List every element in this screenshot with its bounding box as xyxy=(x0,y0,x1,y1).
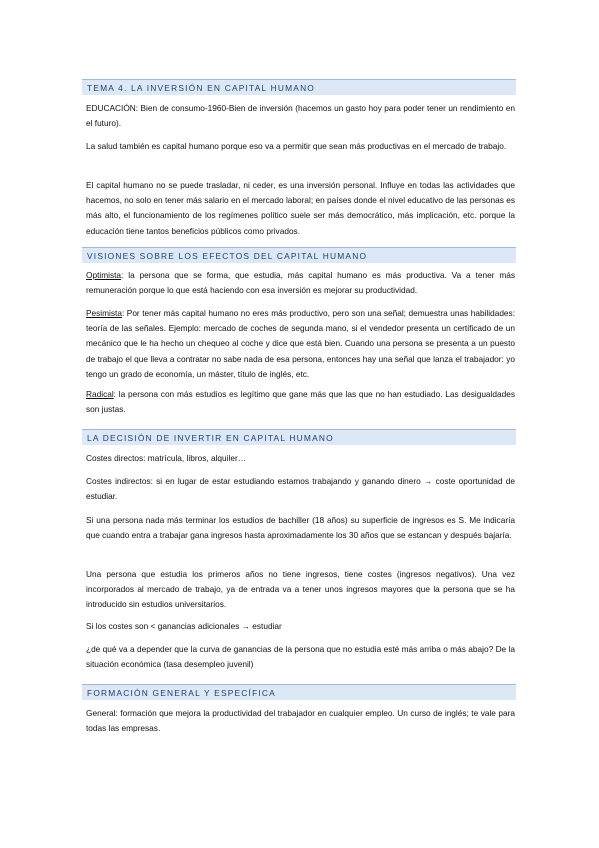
paragraph-radical xyxy=(86,387,515,417)
paragraph-primeros-anos: Una persona que estudia los primeros años no tiene ingresos, tiene costes (ingresos negativos). Una vez incorporados al mercado de trabajo, ya de entrada va a tener unos ingresos mayores que la persona que se ha introducido sin estudios universitarios. xyxy=(86,569,515,610)
paragraph-bachiller: Si una persona nada más terminar los estudios de bachiller (18 años) su superficie de ingresos es S. Me indicaría que cuando entra a trabajar gana ingresos hasta aproximadamente los 30 años que se estancan y después bajaría. xyxy=(86,515,515,541)
paragraph-general: General: formación que mejora la productividad del trabajador en cualquier empleo. Un curso de inglés; te vale para todas las empresas. xyxy=(86,708,515,734)
paragraph-curva-ganancias: ¿de qué va a depender que la curva de ganancias de la persona que no estudia esté más arriba o más abajo? De la situación económica (tasa desempleo juvenil) xyxy=(86,644,515,670)
text-pesimista: : Por tener más capital humano no eres más productivo, pero son una señal; demuestra unas habilidades: teoría de las señales. Ejemplo: mercado de coches de segunda mano, si el vendedor presenta un certificado de un mecánico que le ha hecho un chequeo al coche y dice que está bien. Cuando una persona se presenta a un puesto de trabajo el que lleva a contratar no sabe nada de esa persona, entonces hay una señal que lanza el trabajador: yo tengo un grado de economía, un máster, título de inglés, etc. xyxy=(86,308,515,379)
label-radical: Radical xyxy=(86,389,114,399)
section-heading-decision: LA DECISIÓN DE INVERTIR EN CAPITAL HUMANO xyxy=(82,429,516,445)
paragraph-pesimista xyxy=(86,306,515,382)
text-optimista: : la persona que se forma, que estudia, más capital humano es más productiva. Va a tener más remuneración porque lo que está haciendo con esa inversión es mejorar su productividad. xyxy=(86,270,515,296)
paragraph-optimista xyxy=(86,268,515,298)
paragraph-costes-indirectos: Costes indirectos: si en lugar de estar estudiando estamos trabajando y ganando dinero → coste oportunidad de estudiar. xyxy=(86,476,515,502)
section-heading-visiones: VISIONES SOBRE LOS EFECTOS DEL CAPITAL HUMANO xyxy=(82,247,516,263)
section-heading-formacion: FORMACIÓN GENERAL Y ESPECÍFICA xyxy=(82,684,516,700)
section-heading-tema-4: TEMA 4. LA INVERSIÓN EN CAPITAL HUMANO xyxy=(82,79,516,95)
paragraph-costes-directos: Costes directos: matrícula, libros, alquiler… xyxy=(86,453,247,463)
paragraph-capital-humano: El capital humano no se puede trasladar, ni ceder, es una inversión personal. Influye en todas las actividades que hacemos, no solo en tener más salario en el mercado laboral; en países donde el nivel educativo de las personas es más alto, el funcionamiento de los regímenes político suele ser más democrático, más implicación, etc. porque la educación tiene tantos beneficios públicos como privados. xyxy=(86,180,515,236)
paragraph-costes-ganancias: Si los costes son < ganancias adicionales → estudiar xyxy=(86,621,282,631)
paragraph-educacion: EDUCACIÓN: Bien de consumo-1960-Bien de inversión (hacemos un gasto hoy para poder tener un rendimiento en el futuro). xyxy=(86,103,515,129)
label-optimista: Optimista xyxy=(86,270,122,280)
label-pesimista: Pesimista xyxy=(86,308,122,318)
paragraph-salud: La salud también es capital humano porque eso va a permitir que sean más productivas en el mercado de trabajo. xyxy=(86,141,507,151)
text-radical: : la persona con más estudios es legítimo que gane más que las que no han estudiado. Las desigualdades son justas. xyxy=(86,389,515,415)
